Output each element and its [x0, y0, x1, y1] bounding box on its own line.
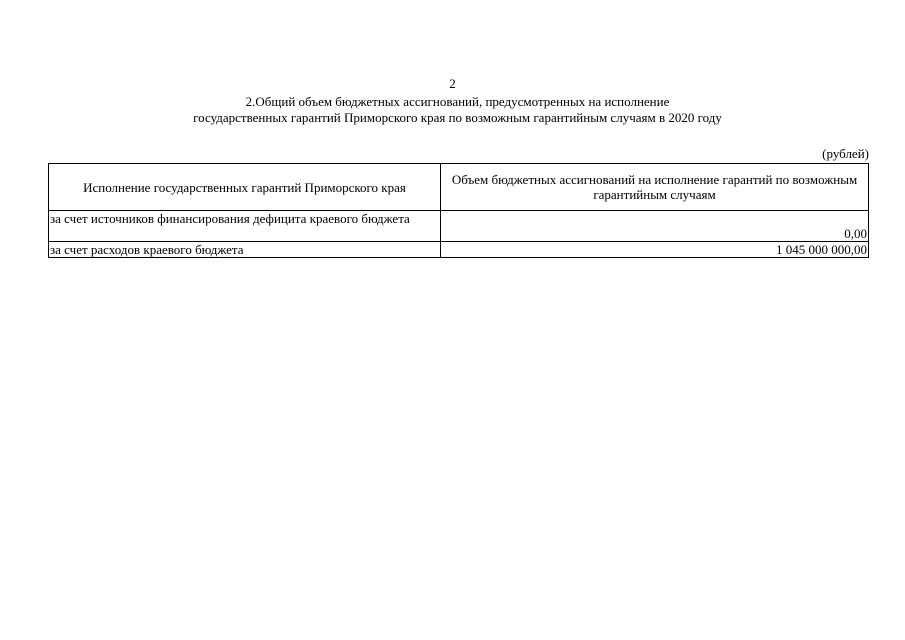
header-allocation-volume: Объем бюджетных ассигнований на исполнение гарантий по возможным гарантийным случаям: [441, 164, 869, 211]
row-value: 1 045 000 000,00: [441, 242, 869, 258]
row-value: 0,00: [441, 211, 869, 242]
title-line-1: 2.Общий объем бюджетных ассигнований, предусмотренных на исполнение: [245, 94, 670, 109]
header-execution: Исполнение государственных гарантий Приморского края: [49, 164, 441, 211]
table-row: [49, 242, 869, 258]
row-label: за счет источников финансирования дефицита краевого бюджета: [49, 211, 441, 242]
document-title: [0, 94, 905, 126]
units-label: (рублей): [822, 146, 869, 161]
table-header-row: [49, 164, 869, 211]
guarantees-table: [48, 163, 869, 258]
row-label: за счет расходов краевого бюджета: [49, 242, 441, 258]
title-line-2: государственных гарантий Приморского края по возможным гарантийным случаям в 2020 году: [193, 110, 722, 125]
table-row: [49, 211, 869, 242]
page-number: 2: [449, 76, 456, 91]
